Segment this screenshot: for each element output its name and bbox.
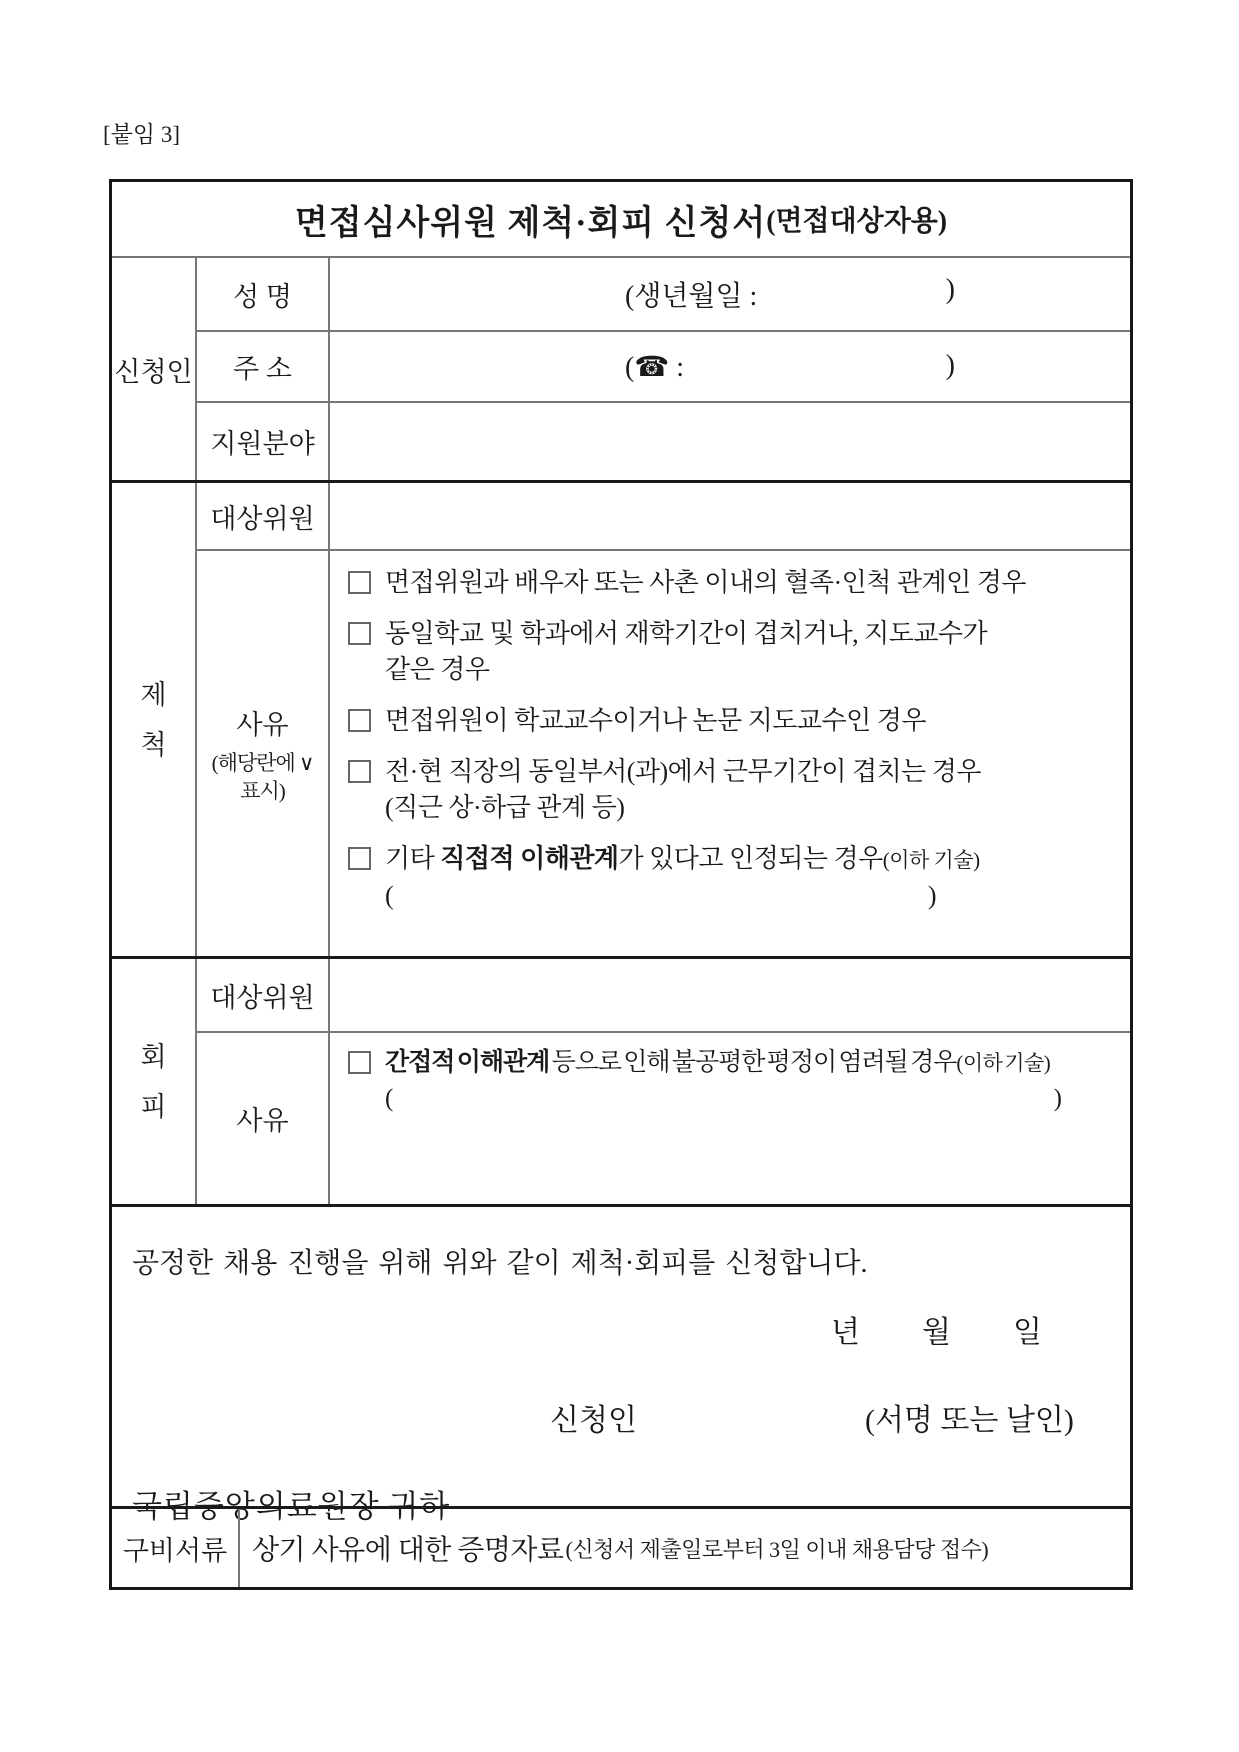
documents-content xyxy=(240,1509,1130,1587)
date-line[interactable] xyxy=(112,1307,1130,1351)
checkbox-icon[interactable] xyxy=(348,847,371,870)
field-row xyxy=(197,403,1130,480)
option-text-pre: 기타 xyxy=(385,844,441,873)
recusal-target-input-cell[interactable] xyxy=(330,959,1130,1031)
documents-text: 상기 사유에 대한 증명자료 xyxy=(252,1535,564,1566)
recusal-reason-row xyxy=(197,1033,1130,1204)
open-paren: ( xyxy=(385,1085,393,1112)
applicant-section xyxy=(112,258,1130,483)
exclusion-reason-note-line1: (해당란에 ∨ xyxy=(211,751,314,775)
documents-row xyxy=(112,1509,1130,1587)
name-row xyxy=(197,258,1130,332)
exclusion-reason-label-cell xyxy=(197,551,330,956)
address-row xyxy=(197,332,1130,403)
form-title-suffix: (면접대상자용) xyxy=(766,206,948,237)
recusal-group-char-1: 회 xyxy=(140,1041,167,1072)
exclusion-reason-note-line2: 표시) xyxy=(240,779,285,803)
signature-note: (서명 또는 날인) xyxy=(864,1404,1074,1437)
birth-close-paren: ) xyxy=(945,274,955,305)
exclusion-group-char-2: 척 xyxy=(140,729,167,760)
day-label: 일 xyxy=(1013,1316,1042,1349)
option-line: 전·현 직장의 동일부서(과)에서 근무기간이 겹치는 경우 xyxy=(385,757,982,786)
exclusion-option-5[interactable] xyxy=(348,841,1124,914)
exclusion-options-list xyxy=(330,551,1130,956)
field-input-cell[interactable] xyxy=(330,403,1130,480)
option-line: 동일학교 및 학과에서 재학기간이 겹치거나, 지도교수가 xyxy=(385,619,988,648)
phone-note-area xyxy=(625,350,955,384)
documents-label: 구비서류 xyxy=(112,1509,240,1587)
form-title: 면접심사위원 제척·회피 신청서 xyxy=(294,204,767,242)
option-text-bold: 간접적 이해관계 xyxy=(385,1049,550,1076)
recusal-target-label: 대상위원 xyxy=(197,959,330,1031)
application-form-table xyxy=(109,179,1133,1590)
option-text-small: (이하 기술) xyxy=(956,1051,1051,1075)
recusal-reason-label: 사유 xyxy=(197,1033,330,1204)
attachment-label: [붙임 3] xyxy=(103,122,181,147)
checkbox-icon[interactable] xyxy=(348,709,371,732)
option-line: 면접위원과 배우자 또는 사촌 이내의 혈족·인척 관계인 경우 xyxy=(385,568,1026,597)
recipient-line: 국립중앙의료원장 귀하 xyxy=(132,1489,451,1524)
exclusion-group-char-1: 제 xyxy=(140,679,167,710)
option-line: 같은 경우 xyxy=(385,655,490,684)
phone-note: (☎ : xyxy=(625,351,684,383)
exclusion-option-4[interactable] xyxy=(348,754,1124,826)
option-line xyxy=(385,1045,1124,1081)
exclusion-reason-label: 사유 xyxy=(236,710,289,740)
birth-note-area xyxy=(625,274,955,314)
exclusion-write-in-area[interactable] xyxy=(385,878,936,914)
close-paren: ) xyxy=(927,881,936,910)
month-label: 월 xyxy=(922,1316,952,1349)
recusal-group-char-2: 피 xyxy=(140,1091,167,1122)
recusal-target-row xyxy=(197,959,1130,1033)
year-label: 년 xyxy=(831,1316,861,1349)
birth-note: (생년월일 : xyxy=(625,281,758,312)
checkbox-icon[interactable] xyxy=(348,622,371,645)
checkbox-icon[interactable] xyxy=(348,571,371,594)
phone-close-paren: ) xyxy=(945,349,955,381)
signature-line[interactable] xyxy=(112,1395,1130,1439)
statement-section xyxy=(112,1207,1130,1524)
recusal-section xyxy=(112,959,1130,1207)
option-text-small: (이하 기술) xyxy=(882,848,980,872)
name-label: 성 명 xyxy=(197,258,330,330)
option-text-post: 등으로 인해 불공평한 평정이 염려될 경우 xyxy=(549,1049,957,1076)
address-label: 주 소 xyxy=(197,332,330,401)
recusal-write-in-area[interactable] xyxy=(385,1081,1061,1117)
checkbox-icon[interactable] xyxy=(348,1051,371,1074)
address-input-cell[interactable] xyxy=(330,332,1130,401)
option-line xyxy=(385,841,1124,878)
option-line: (직근 상·하급 관계 등) xyxy=(385,793,625,822)
checkbox-icon[interactable] xyxy=(348,760,371,783)
exclusion-group-label xyxy=(112,483,197,956)
statement-text: 공정한 채용 진행을 위해 위와 같이 제척·회피를 신청합니다. xyxy=(132,1248,868,1279)
recusal-option-1[interactable] xyxy=(348,1045,1124,1117)
documents-text-note: (신청서 제출일로부터 3일 이내 채용담당 접수) xyxy=(565,1536,989,1562)
name-input-cell[interactable] xyxy=(330,258,1130,330)
recusal-group-label xyxy=(112,959,197,1204)
exclusion-reason-row xyxy=(197,551,1130,956)
option-text-bold: 직접적 이해관계 xyxy=(440,844,619,873)
close-paren: ) xyxy=(1053,1085,1061,1112)
exclusion-section xyxy=(112,483,1130,959)
option-text-post: 가 있다고 인정되는 경우 xyxy=(618,844,883,873)
exclusion-option-1[interactable] xyxy=(348,565,1124,601)
exclusion-target-row xyxy=(197,483,1130,551)
form-title-row xyxy=(112,182,1130,258)
exclusion-option-2[interactable] xyxy=(348,616,1124,688)
field-label: 지원분야 xyxy=(197,403,330,480)
open-paren: ( xyxy=(385,881,394,910)
exclusion-target-label: 대상위원 xyxy=(197,483,330,549)
recusal-options-list xyxy=(330,1033,1130,1204)
exclusion-option-3[interactable] xyxy=(348,703,1124,739)
applicant-group-label: 신청인 xyxy=(112,258,197,480)
exclusion-target-input-cell[interactable] xyxy=(330,483,1130,549)
option-line: 면접위원이 학교교수이거나 논문 지도교수인 경우 xyxy=(385,706,926,735)
signer-label: 신청인 xyxy=(550,1404,637,1437)
